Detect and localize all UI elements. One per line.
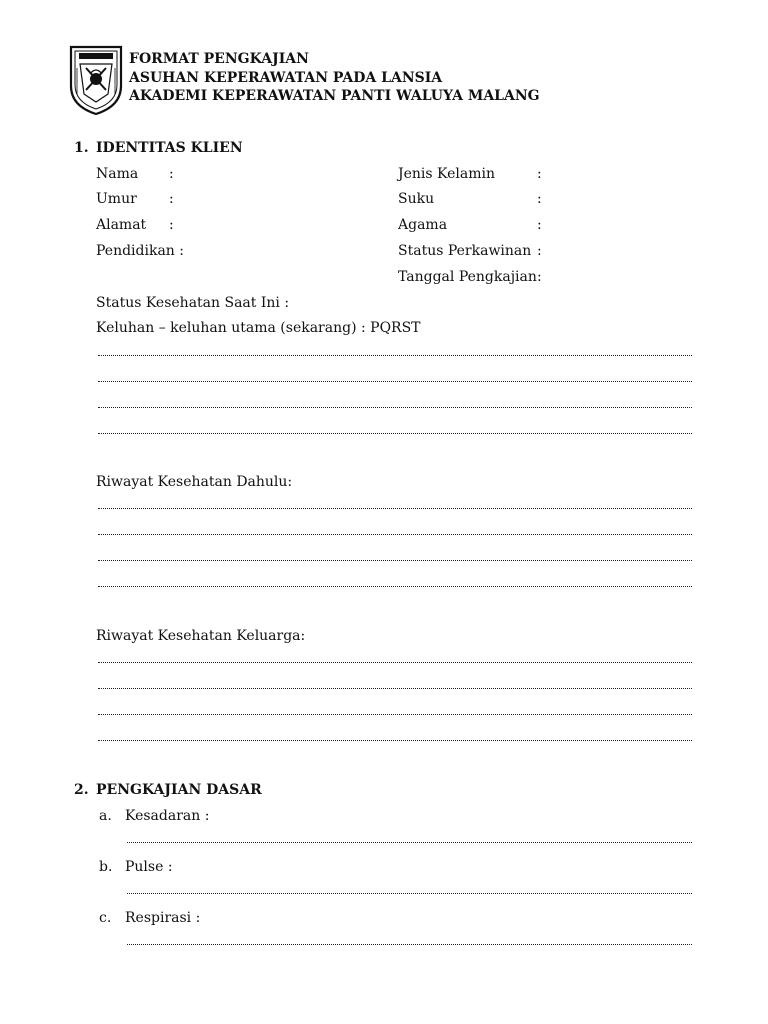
item-letter: a. [99,808,112,824]
respirasi-label: Respirasi : [125,910,201,926]
field-label-umur: Umur [96,191,137,207]
dotted-answer-line[interactable] [98,688,692,689]
dotted-answer-line[interactable] [127,944,692,945]
kesadaran-label: Kesadaran : [125,808,210,824]
riwayat-keluarga-label: Riwayat Kesehatan Keluarga: [96,628,306,644]
dotted-answer-line[interactable] [98,740,692,741]
field-label-jenis-kelamin: Jenis Kelamin [398,166,495,182]
header-title: FORMAT PENGKAJIAN [129,51,309,67]
field-label-pendidikan: Pendidikan : [96,243,184,259]
field-colon: : [537,217,542,233]
field-label-suku: Suku [398,191,435,207]
field-colon: : [537,269,542,285]
dotted-answer-line[interactable] [127,842,692,843]
header-institution: AKADEMI KEPERAWATAN PANTI WALUYA MALANG [129,88,540,104]
section2-title: PENGKAJIAN DASAR [96,782,262,798]
field-colon: : [169,166,174,182]
item-letter: b. [99,859,113,875]
dotted-answer-line[interactable] [98,560,692,561]
academy-logo [68,44,124,116]
dotted-answer-line[interactable] [98,714,692,715]
field-label-agama: Agama [398,217,448,233]
field-colon: : [169,217,174,233]
field-label-tanggal-pengkajian: Tanggal Pengkajian [398,269,537,285]
dotted-answer-line[interactable] [98,381,692,382]
field-colon: : [169,191,174,207]
field-colon: : [537,191,542,207]
field-label-alamat: Alamat [96,217,147,233]
item-letter: c. [99,910,112,926]
dotted-answer-line[interactable] [98,534,692,535]
header-subtitle: ASUHAN KEPERAWATAN PADA LANSIA [129,70,443,86]
field-colon: : [537,166,542,182]
dotted-answer-line[interactable] [98,433,692,434]
field-colon: : [537,243,542,259]
riwayat-dahulu-label: Riwayat Kesehatan Dahulu: [96,474,293,490]
section2-number: 2. [74,782,89,798]
dotted-answer-line[interactable] [98,662,692,663]
keluhan-label: Keluhan – keluhan utama (sekarang) : PQRST [96,320,421,336]
pulse-label: Pulse : [125,859,173,875]
section1-title: IDENTITAS KLIEN [96,140,243,156]
dotted-answer-line[interactable] [98,508,692,509]
field-label-nama: Nama [96,166,139,182]
dotted-answer-line[interactable] [98,586,692,587]
dotted-answer-line[interactable] [98,355,692,356]
dotted-answer-line[interactable] [127,893,692,894]
dotted-answer-line[interactable] [98,407,692,408]
field-label-status-perkawinan: Status Perkawinan [398,243,532,259]
section1-number: 1. [74,140,89,156]
status-kesehatan-label: Status Kesehatan Saat Ini : [96,295,290,311]
